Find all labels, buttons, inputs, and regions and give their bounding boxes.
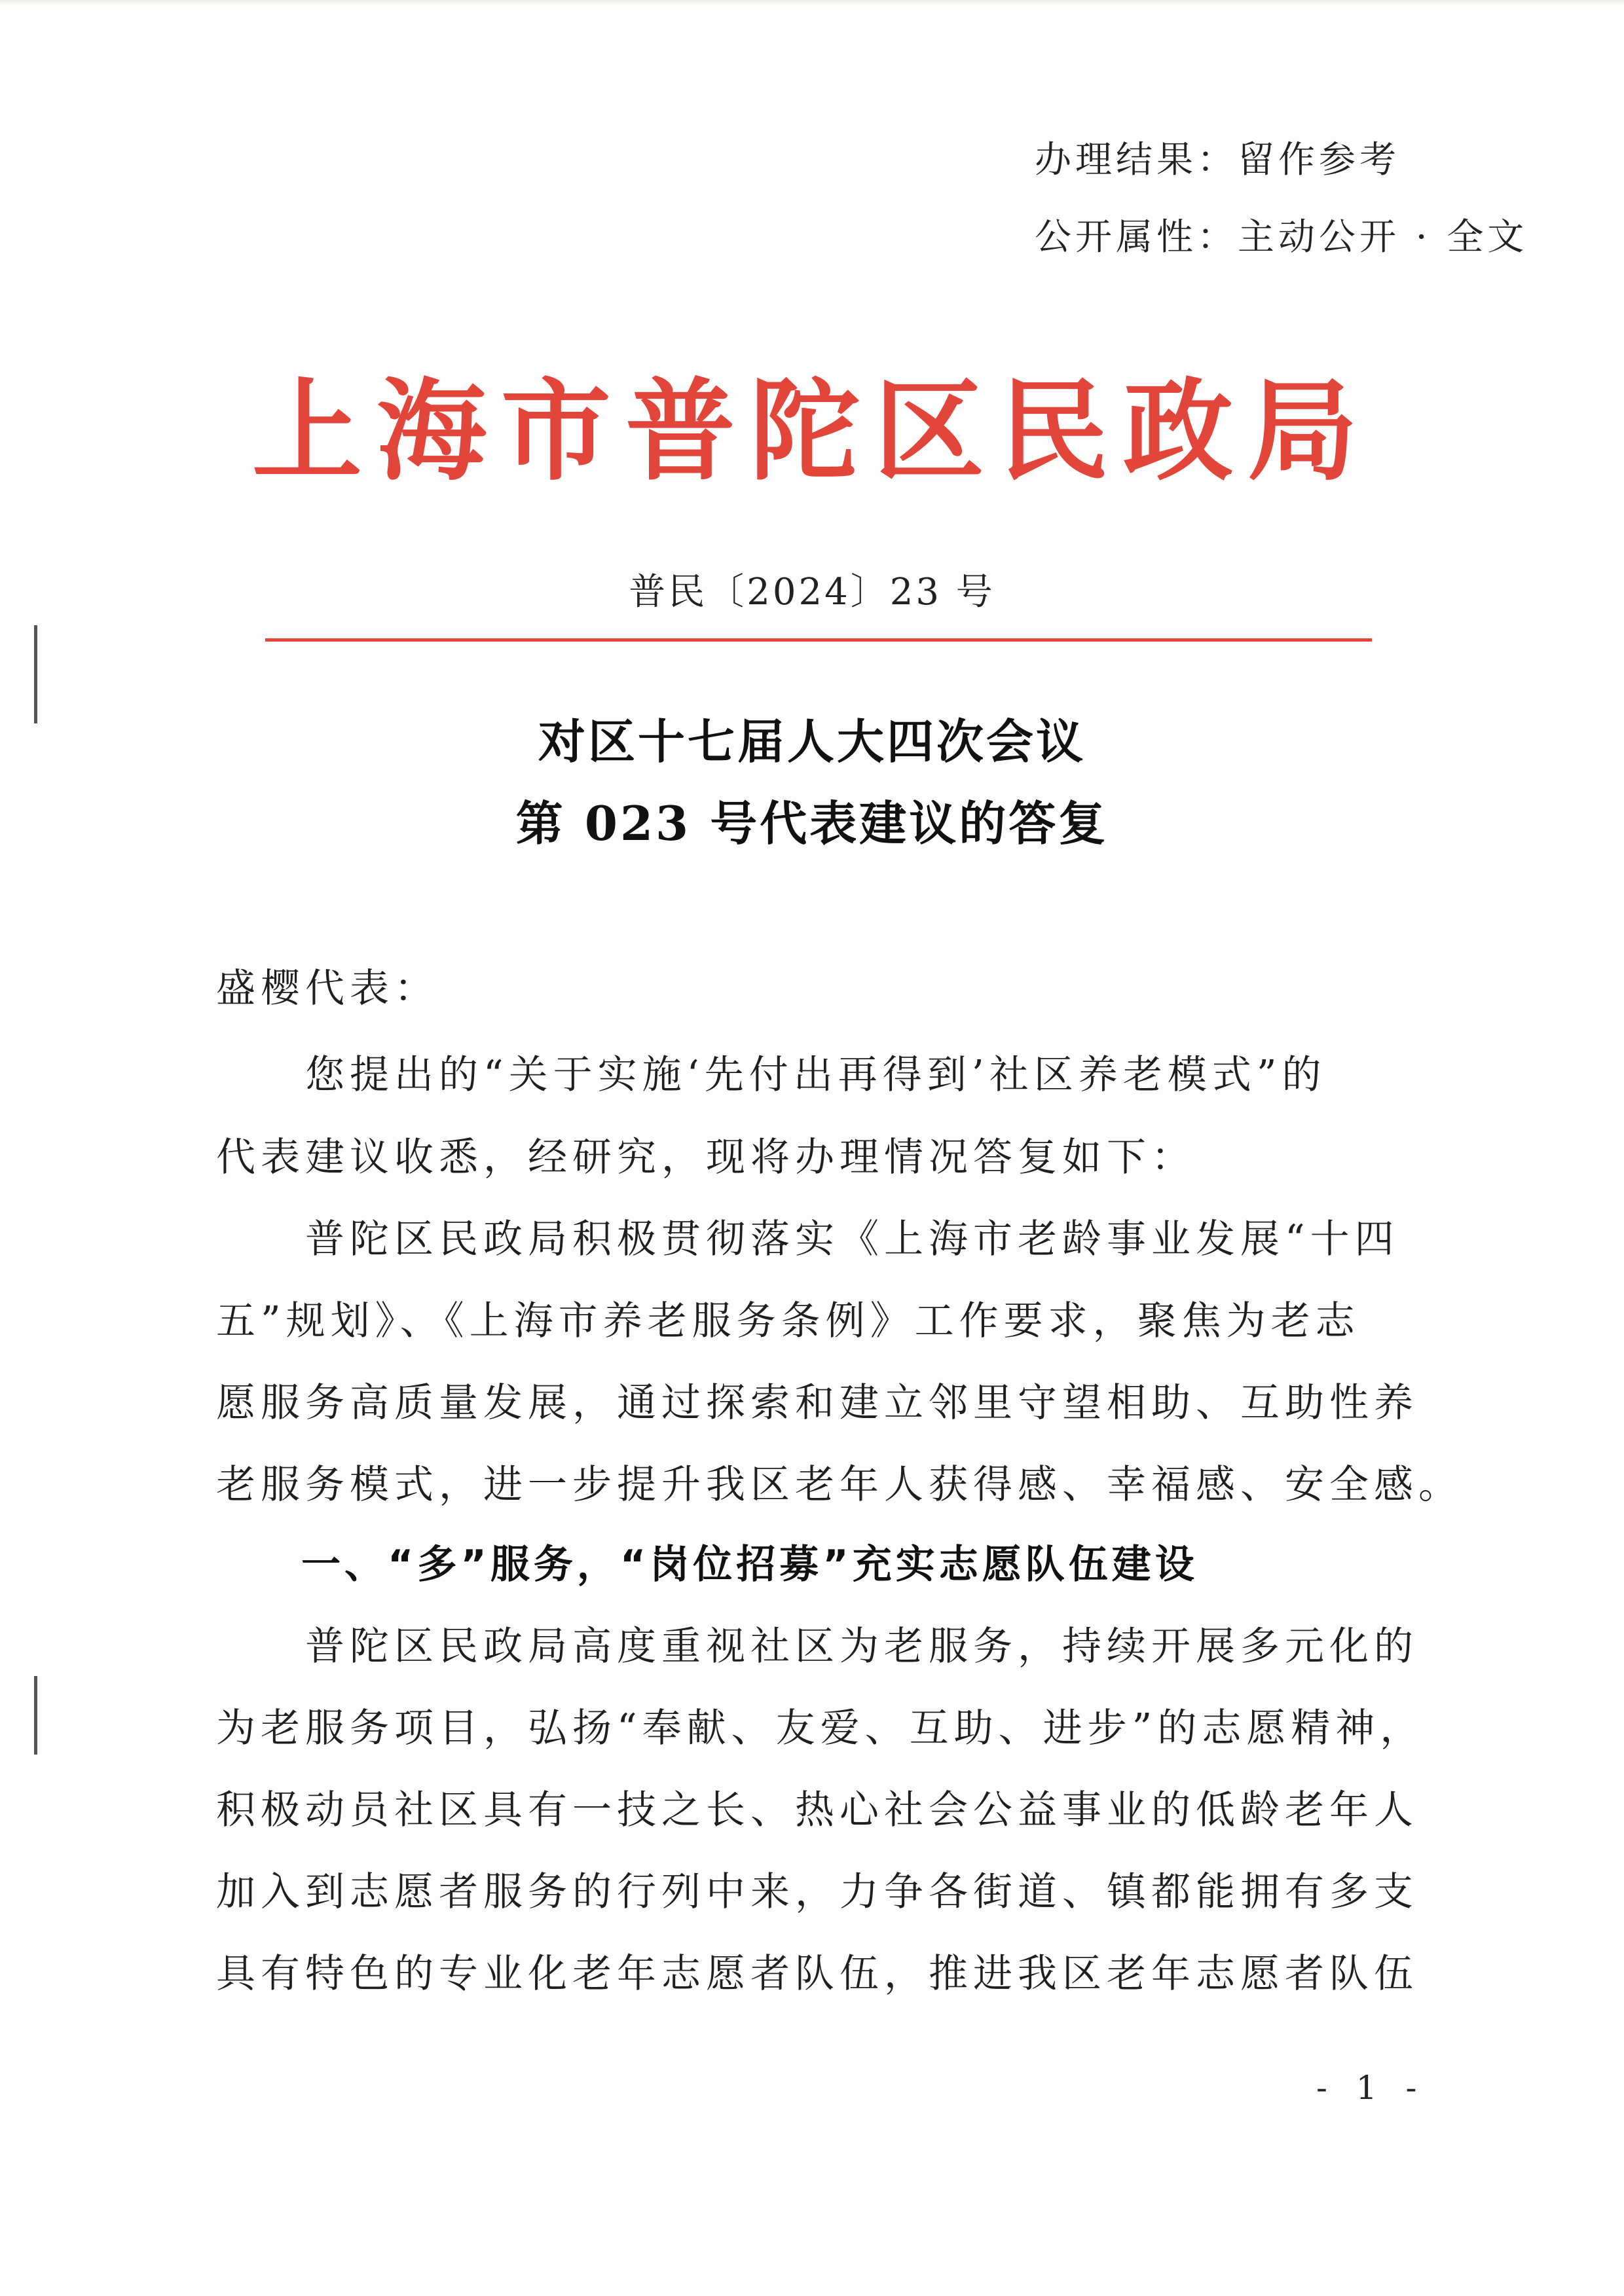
body-line: 加入到志愿者服务的行列中来，力争各街道、镇都能拥有多支	[216, 1869, 1418, 1915]
disclosure-attribute-value: 主动公开 · 全文	[1238, 216, 1528, 259]
body-line: 具有特色的专业化老年志愿者队伍，推进我区老年志愿者队伍	[216, 1951, 1418, 1997]
body-line: 您提出的“关于实施‘先付出再得到’社区养老模式”的	[216, 1052, 1327, 1098]
red-divider-line	[265, 638, 1372, 642]
handling-result-value: 留作参考	[1238, 139, 1400, 181]
page-number: - 1 -	[1316, 2069, 1426, 2107]
body-line: 五”规划》、《上海市养老服务条例》工作要求，聚焦为老志	[216, 1298, 1360, 1344]
disclosure-attribute	[1035, 208, 1528, 261]
document-title-line-2: 第 023 号代表建议的答复	[515, 795, 1109, 851]
body-line: 代表建议收悉，经研究，现将办理情况答复如下：	[216, 1135, 1196, 1180]
body-line: 积极动员社区具有一技之长、热心社会公益事业的低龄老年人	[216, 1787, 1418, 1833]
body-line: 愿服务高质量发展，通过探索和建立邻里守望相助、互助性养	[216, 1380, 1418, 1426]
section-heading: 一、“多”服务，“岗位招募”充实志愿队伍建设	[301, 1542, 1198, 1588]
document-number: 普民〔2024〕23 号	[629, 571, 995, 613]
body-line: 普陀区民政局高度重视社区为老服务，持续开展多元化的	[216, 1624, 1418, 1669]
disclosure-attribute-label: 公开属性：	[1035, 216, 1238, 259]
masthead-organization: 上海市普陀区民政局	[252, 367, 1372, 496]
handling-result	[1035, 131, 1400, 183]
handling-result-label: 办理结果：	[1035, 139, 1238, 181]
body-line: 为老服务项目，弘扬“奉献、友爱、互助、进步”的志愿精神，	[216, 1705, 1425, 1751]
body-line: 普陀区民政局积极贯彻落实《上海市老龄事业发展“十四	[216, 1216, 1399, 1262]
scan-edge	[0, 0, 1624, 5]
document-title-line-1: 对区十七届人大四次会议	[538, 714, 1086, 769]
binder-mark	[34, 1676, 37, 1755]
salutation: 盛樱代表：	[216, 966, 439, 1011]
body-line: 老服务模式，进一步提升我区老年人获得感、幸福感、安全感。	[216, 1462, 1463, 1508]
